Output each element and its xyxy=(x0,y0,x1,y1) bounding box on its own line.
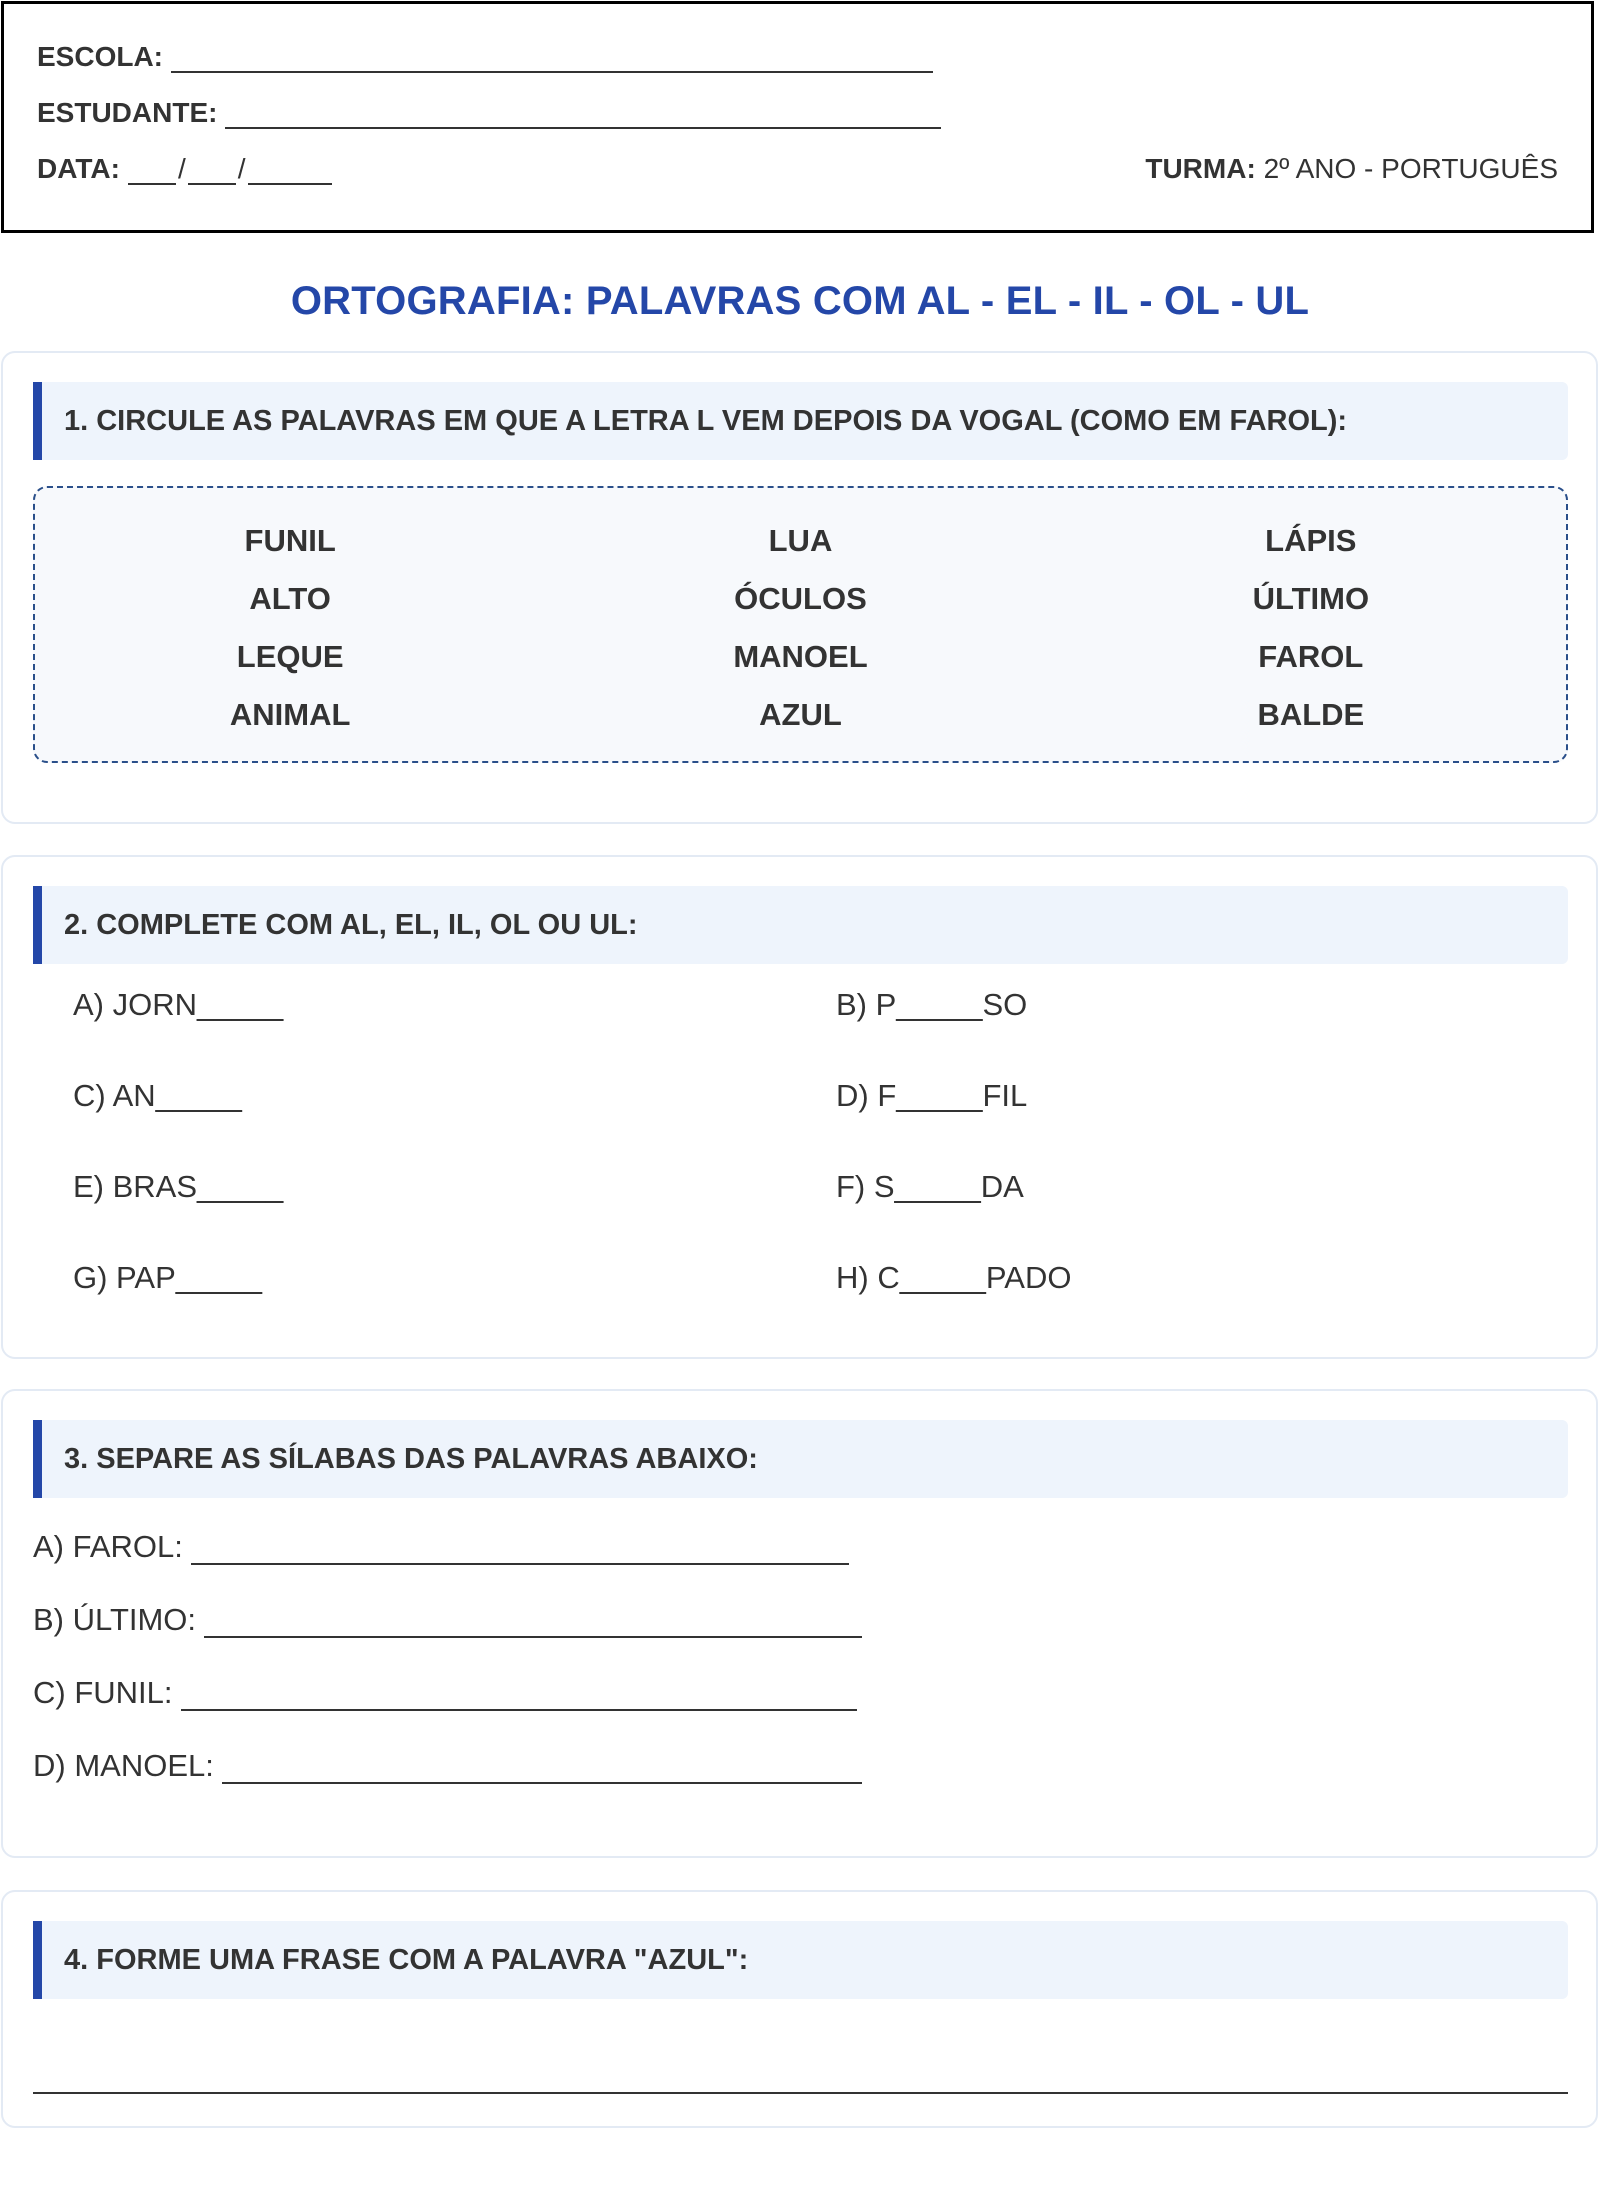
word-item: ALTO xyxy=(249,581,331,616)
complete-item: G) PAP_____ xyxy=(73,1260,262,1295)
data-year-blank xyxy=(248,155,332,185)
syllable-answer-line xyxy=(181,1679,857,1711)
word-item: LUA xyxy=(768,523,833,558)
estudante-blank-line xyxy=(225,99,941,129)
syllable-item xyxy=(33,1748,862,1784)
word-item: LEQUE xyxy=(236,639,344,674)
section-4 xyxy=(1,1890,1598,2128)
data-slash: / xyxy=(237,153,246,184)
word-item: ANIMAL xyxy=(229,697,351,732)
syllable-item-label: C) FUNIL: xyxy=(33,1675,173,1710)
syllable-answer-line xyxy=(191,1533,849,1565)
data-month-blank xyxy=(188,155,236,185)
word-item: ÚLTIMO xyxy=(1252,581,1370,616)
syllable-item-label: A) FAROL: xyxy=(33,1529,183,1564)
complete-item: C) AN_____ xyxy=(73,1078,242,1113)
syllable-item xyxy=(33,1675,857,1711)
complete-item: A) JORN_____ xyxy=(73,987,284,1022)
syllable-item-label: D) MANOEL: xyxy=(33,1748,214,1783)
word-item: FAROL xyxy=(1258,639,1364,674)
escola-row xyxy=(37,41,933,73)
complete-item: F) S_____DA xyxy=(836,1169,1024,1204)
word-box xyxy=(33,486,1568,763)
section-2 xyxy=(1,855,1598,1359)
section-1 xyxy=(1,351,1598,824)
section-3-heading: 3. SEPARE AS SÍLABAS DAS PALAVRAS ABAIXO: xyxy=(33,1420,1568,1498)
word-item: AZUL xyxy=(759,697,842,732)
data-day-blank xyxy=(128,155,176,185)
word-item: MANOEL xyxy=(733,639,868,674)
syllable-answer-line xyxy=(204,1606,862,1638)
section-4-heading: 4. FORME UMA FRASE COM A PALAVRA "AZUL": xyxy=(33,1921,1568,1999)
complete-item: B) P_____SO xyxy=(836,987,1028,1022)
word-item: LÁPIS xyxy=(1265,523,1357,558)
sentence-answer-line xyxy=(33,2092,1568,2094)
section-1-heading: 1. CIRCULE AS PALAVRAS EM QUE A LETRA L VEM DEPOIS DA VOGAL (COMO EM FAROL): xyxy=(33,382,1568,460)
estudante-row xyxy=(37,97,941,129)
data-label: DATA: xyxy=(37,153,120,184)
word-item: FUNIL xyxy=(244,523,336,558)
escola-blank-line xyxy=(171,43,933,73)
word-item: BALDE xyxy=(1257,697,1365,732)
student-info-box xyxy=(1,1,1594,233)
estudante-label: ESTUDANTE: xyxy=(37,97,218,128)
syllable-answer-line xyxy=(222,1752,862,1784)
syllable-item xyxy=(33,1602,862,1638)
turma-info xyxy=(1145,153,1558,185)
complete-item: D) F_____FIL xyxy=(836,1078,1028,1113)
turma-value: 2º ANO - PORTUGUÊS xyxy=(1263,153,1558,184)
data-row xyxy=(37,153,332,185)
section-3 xyxy=(1,1389,1598,1858)
syllable-item xyxy=(33,1529,849,1565)
turma-label: TURMA: xyxy=(1145,153,1256,184)
syllable-item-label: B) ÚLTIMO: xyxy=(33,1602,197,1637)
word-item: ÓCULOS xyxy=(734,581,867,616)
page-title: ORTOGRAFIA: PALAVRAS COM AL - EL - IL - OL - UL xyxy=(290,279,1310,323)
complete-item: E) BRAS_____ xyxy=(73,1169,284,1204)
section-2-heading: 2. COMPLETE COM AL, EL, IL, OL OU UL: xyxy=(33,886,1568,964)
escola-label: ESCOLA: xyxy=(37,41,163,72)
data-slash: / xyxy=(177,153,186,184)
complete-items xyxy=(73,985,1533,1349)
complete-item: H) C_____PADO xyxy=(836,1260,1072,1295)
